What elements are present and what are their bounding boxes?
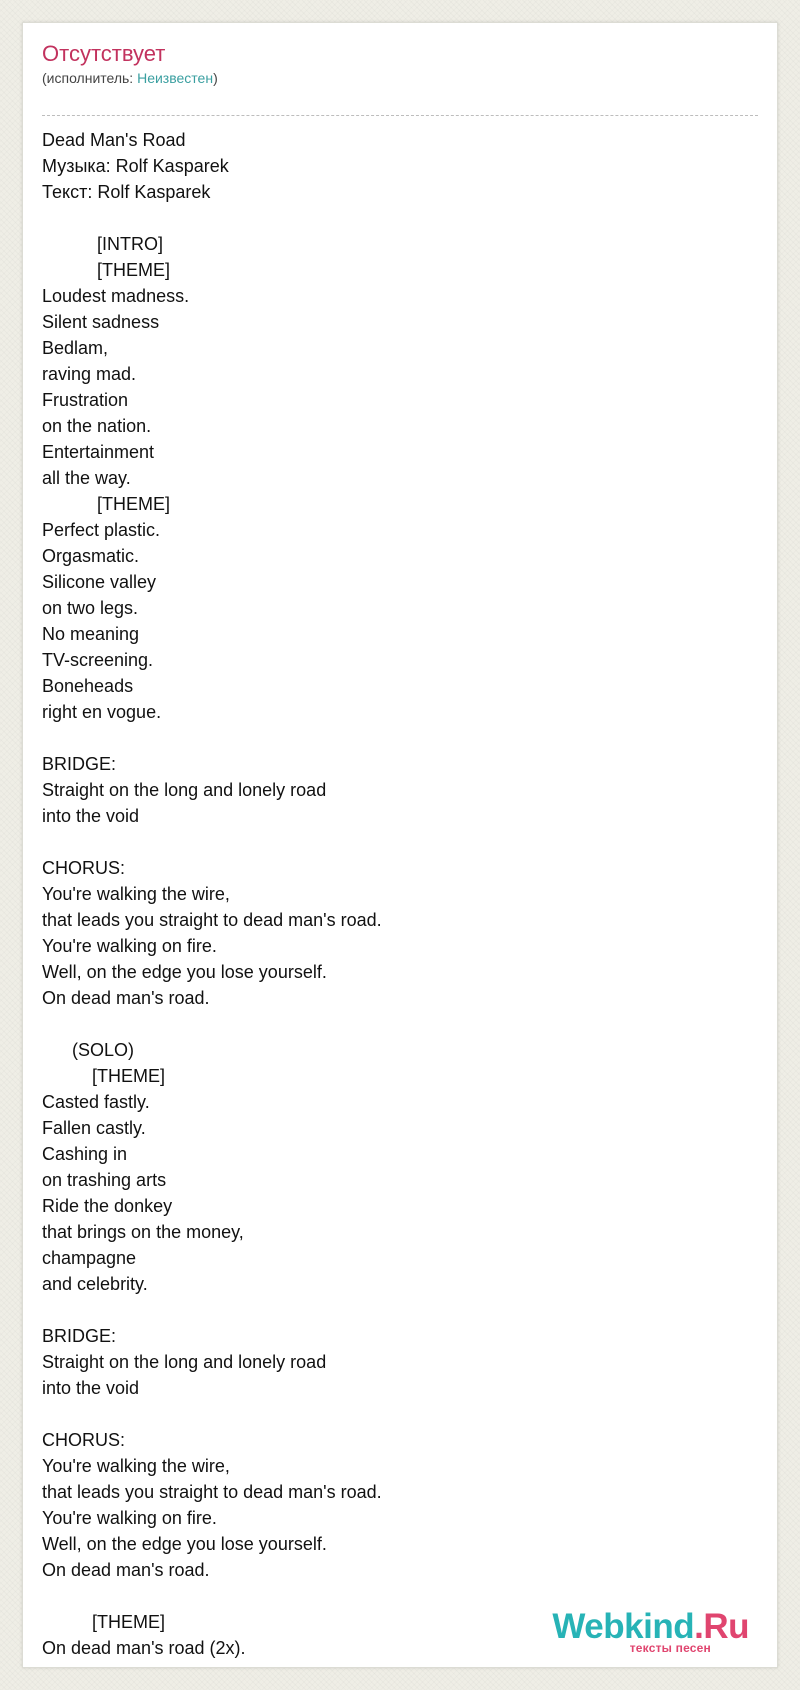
lyric-line: On dead man's road. — [42, 1560, 210, 1580]
lyric-line: on two legs. — [42, 598, 139, 618]
lyric-line: Silent sadness — [42, 312, 160, 332]
artist-line — [42, 69, 762, 87]
lyric-line: Ride the donkey — [42, 1196, 173, 1216]
lyric-line: right en vogue. — [42, 702, 162, 722]
lyric-line — [42, 1297, 762, 1323]
logo-wordmark — [552, 1609, 749, 1645]
lyric-line: that leads you straight to dead man's road. — [42, 910, 382, 930]
lyric-line: [THEME] — [42, 494, 171, 514]
lyric-line: Cashing in — [42, 1144, 128, 1164]
lyric-line: that brings on the money, — [42, 1222, 244, 1242]
lyric-line: Well, on the edge you lose yourself. — [42, 962, 327, 982]
lyric-line: BRIDGE: — [42, 754, 117, 774]
lyric-line: Casted fastly. — [42, 1092, 150, 1112]
lyric-line: champagne — [42, 1248, 137, 1268]
lyric-line: Silicone valley — [42, 572, 157, 592]
lyric-line: Frustration — [42, 390, 129, 410]
song-title: Отсутствует — [42, 41, 166, 66]
lyric-line — [42, 829, 762, 855]
logo-subtitle: тексты песен — [629, 1641, 711, 1655]
lyrics-card — [22, 22, 778, 1668]
lyric-line: You're walking the wire, — [42, 1456, 230, 1476]
lyric-line: Музыка: Rolf Kasparek — [42, 156, 229, 176]
lyric-line: and celebrity. — [42, 1274, 148, 1294]
lyric-line — [42, 1401, 762, 1427]
lyric-line: Bedlam, — [42, 338, 109, 358]
lyric-line: [INTRO] — [42, 234, 164, 254]
lyric-line: raving mad. — [42, 364, 137, 384]
artist-suffix: ) — [213, 70, 218, 86]
lyric-line: Boneheads — [42, 676, 134, 696]
lyric-line: that leads you straight to dead man's road. — [42, 1482, 382, 1502]
lyric-line: Straight on the long and lonely road — [42, 1352, 327, 1372]
lyric-line: Straight on the long and lonely road — [42, 780, 327, 800]
lyric-line: No meaning — [42, 624, 140, 644]
lyric-line: Orgasmatic. — [42, 546, 140, 566]
lyric-line: Perfect plastic. — [42, 520, 161, 540]
artist-prefix: (исполнитель: — [42, 70, 138, 86]
song-header — [42, 41, 762, 87]
logo-tld-text: .Ru — [694, 1607, 749, 1646]
artist-link[interactable]: Неизвестен — [137, 70, 214, 86]
webkind-logo[interactable] — [552, 1607, 749, 1655]
lyric-line: Well, on the edge you lose yourself. — [42, 1534, 327, 1554]
lyric-line: on the nation. — [42, 416, 152, 436]
lyric-line: On dead man's road (2x). — [42, 1638, 246, 1658]
header-divider — [42, 115, 758, 116]
lyric-line: Текст: Rolf Kasparek — [42, 182, 211, 202]
lyric-line: Fallen castly. — [42, 1118, 146, 1138]
lyric-line: Dead Man's Road — [42, 130, 186, 150]
lyric-line: BRIDGE: — [42, 1326, 117, 1346]
lyric-line — [42, 205, 762, 231]
lyric-line — [42, 725, 762, 751]
lyric-line: on trashing arts — [42, 1170, 167, 1190]
lyric-line — [42, 1011, 762, 1037]
lyric-line: [THEME] — [42, 260, 171, 280]
lyric-line — [42, 1583, 762, 1609]
lyric-line: You're walking on fire. — [42, 936, 217, 956]
lyric-line: You're walking on fire. — [42, 1508, 217, 1528]
lyric-line: TV-screening. — [42, 650, 154, 670]
lyric-line: [THEME] — [42, 1066, 166, 1086]
lyric-line: CHORUS: — [42, 858, 126, 878]
lyric-line: all the way. — [42, 468, 131, 488]
lyric-line: You're walking the wire, — [42, 884, 230, 904]
lyrics-text — [42, 127, 762, 1661]
lyric-line: into the void — [42, 806, 140, 826]
lyric-line: On dead man's road. — [42, 988, 210, 1008]
lyric-line: Loudest madness. — [42, 286, 190, 306]
lyric-line: CHORUS: — [42, 1430, 126, 1450]
lyric-line: [THEME] — [42, 1612, 166, 1632]
lyric-line: (SOLO) — [42, 1040, 135, 1060]
lyric-line: Entertainment — [42, 442, 155, 462]
logo-main-text: Webkind — [552, 1607, 695, 1646]
lyric-line: into the void — [42, 1378, 140, 1398]
